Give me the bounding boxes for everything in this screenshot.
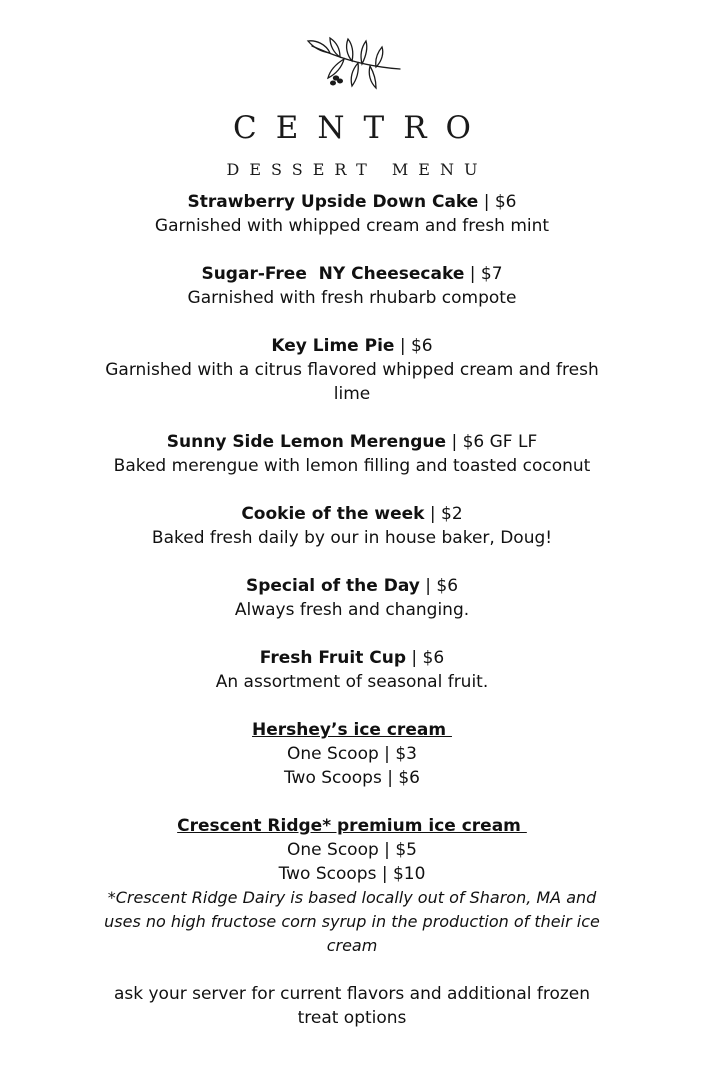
item-price: | $6 xyxy=(406,648,445,668)
closing-note xyxy=(100,982,604,1030)
item-name: Cookie of the week xyxy=(241,504,425,524)
ice-cream-heading: Hershey’s ice cream xyxy=(252,720,452,740)
item-name: Fresh Fruit Cup xyxy=(259,648,407,668)
item-name: Special of the Day xyxy=(245,576,420,596)
ice-cream-heading: Crescent Ridge* premium ice cream xyxy=(177,816,527,836)
item-description: Baked fresh daily by our in house baker, Doug! xyxy=(151,528,553,548)
dessert-menu xyxy=(100,190,604,1054)
menu-title: DESSERT MENU xyxy=(226,160,488,179)
item-price: | $2 xyxy=(424,504,463,524)
ice-cream-option: One Scoop | $3 xyxy=(287,744,417,764)
item-description: Always fresh and changing. xyxy=(234,600,470,620)
item-name: Strawberry Upside Down Cake xyxy=(187,192,479,212)
ice-cream-section xyxy=(100,718,604,790)
item-price: | $6 xyxy=(419,576,459,596)
item-name: Sugar-Free NY Cheesecake xyxy=(201,264,465,284)
menu-item xyxy=(100,502,604,550)
item-description: Garnished with fresh rhubarb compote xyxy=(187,288,517,308)
ice-cream-option: Two Scoops | $10 xyxy=(278,864,426,884)
item-name: Sunny Side Lemon Merengue xyxy=(166,432,447,452)
ice-cream-option: Two Scoops | $6 xyxy=(283,768,421,788)
item-description: Baked merengue with lemon filling and toasted coconut xyxy=(113,456,591,476)
item-price: | $6 GF LF xyxy=(446,432,538,452)
olive-branch-icon xyxy=(300,36,404,94)
item-description: Garnished with whipped cream and fresh mint xyxy=(154,216,550,236)
menu-item xyxy=(100,334,604,406)
item-price: | $6 xyxy=(394,336,433,356)
menu-item xyxy=(100,430,604,478)
restaurant-name: CENTRO xyxy=(233,110,490,146)
ice-cream-section xyxy=(100,814,604,958)
item-description: Garnished with a citrus flavored whipped cream and fresh lime xyxy=(105,360,599,404)
item-description: An assortment of seasonal fruit. xyxy=(215,672,489,692)
ice-cream-footnote: *Crescent Ridge Dairy is based locally out of Sharon, MA and uses no high fructose corn syrup in the production of their ice cream xyxy=(104,888,600,955)
closing-note-text: ask your server for current flavors and additional frozen treat options xyxy=(113,984,591,1028)
menu-item xyxy=(100,190,604,238)
item-price: | $7 xyxy=(464,264,503,284)
menu-item xyxy=(100,262,604,310)
item-price: | $6 xyxy=(478,192,517,212)
item-name: Key Lime Pie xyxy=(271,336,395,356)
menu-item xyxy=(100,574,604,622)
menu-item xyxy=(100,646,604,694)
ice-cream-option: One Scoop | $5 xyxy=(287,840,417,860)
